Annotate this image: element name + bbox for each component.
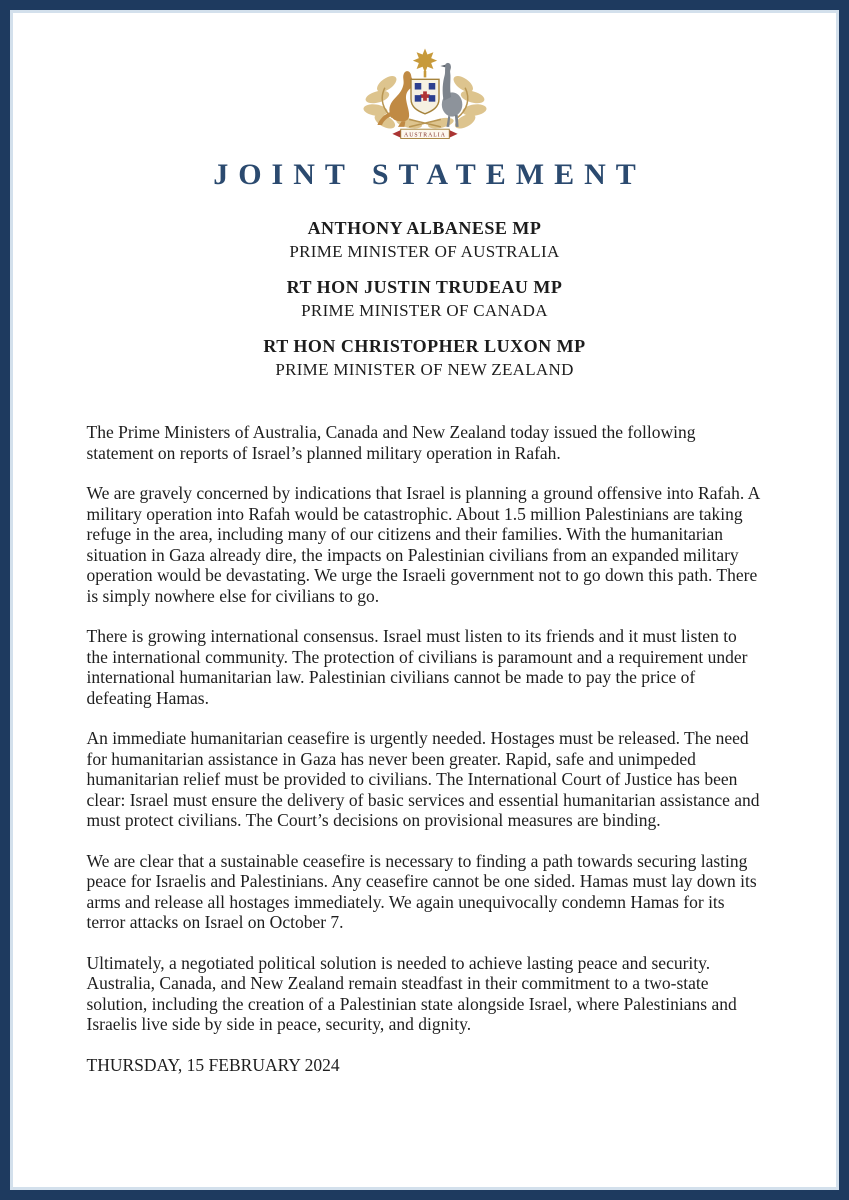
page-title: JOINT STATEMENT <box>213 158 646 191</box>
statement-date: THURSDAY, 15 FEBRUARY 2024 <box>86 1054 340 1075</box>
signatory-role: PRIME MINISTER OF AUSTRALIA <box>289 242 560 261</box>
paragraph: Ultimately, a negotiated political solution is needed to achieve lasting peace and security. Australia, Canada, and New Zealand remain steadfast in their commitment to a two-state solution, including the creation of a Palestinian state alongside Israel, where Palestinians and Israelis live side by side in peace, security, and dignity. <box>86 952 737 1034</box>
australian-coat-of-arms-icon <box>355 48 495 146</box>
paragraph: We are gravely concerned by indications that Israel is planning a ground offensive into Rafah. A military operation into Rafah would be catastrophic. About 1.5 million Palestinians are taking refuge in the area, including many of our citizens and their families. With the humanitarian situation in Gaza already dire, the impacts on Palestinian civilians from an expanded military operation would be devastating. We urge the Israeli government not to go down this path. There is simply nowhere else for civilians to go. <box>86 483 760 606</box>
signatory-role: PRIME MINISTER OF CANADA <box>301 301 548 320</box>
signatory-luxon <box>10 336 839 380</box>
paragraph: We are clear that a sustainable ceasefire is necessary to finding a path towards securing lasting peace for Israelis and Palestinians. Any ceasefire cannot be one sided. Hamas must lay down its arms and release all hostages immediately. We again unequivocally condemn Hamas for its terror attacks on Israel on October 7. <box>86 850 757 932</box>
signatory-trudeau <box>10 277 839 321</box>
paragraph: There is growing international consensus. Israel must listen to its friends and it must listen to the international community. The protection of civilians is paramount and a requirement under international humanitarian law. Palestinian civilians cannot be made to pay the price of defeating Hamas. <box>86 626 748 708</box>
emblem-banner-text: AUSTRALIA <box>403 132 446 139</box>
signatory-name: RT HON CHRISTOPHER LUXON MP <box>263 336 586 356</box>
signatories-block <box>10 218 839 380</box>
statement-body <box>87 422 763 1075</box>
paragraph: The Prime Ministers of Australia, Canada and New Zealand today issued the following statement on reports of Israel’s planned military operation in Rafah. <box>86 422 696 463</box>
signatory-albanese <box>10 218 839 262</box>
commonwealth-star-icon <box>412 48 436 77</box>
paragraph: An immediate humanitarian ceasefire is urgently needed. Hostages must be released. The need for humanitarian assistance in Gaza has never been greater. Rapid, safe and unimpeded humanitarian relief must be provided to civilians. The International Court of Justice has been clear: Israel must ensure the delivery of basic services and essential humanitarian assistance and must protect civilians. The Court’s decisions on provisional measures are binding. <box>86 728 760 830</box>
signatory-name: ANTHONY ALBANESE MP <box>307 218 542 238</box>
signatory-role: PRIME MINISTER OF NEW ZEALAND <box>275 360 574 379</box>
signatory-name: RT HON JUSTIN TRUDEAU MP <box>286 277 563 297</box>
shield-icon <box>411 79 439 114</box>
emblem-banner <box>392 129 457 138</box>
